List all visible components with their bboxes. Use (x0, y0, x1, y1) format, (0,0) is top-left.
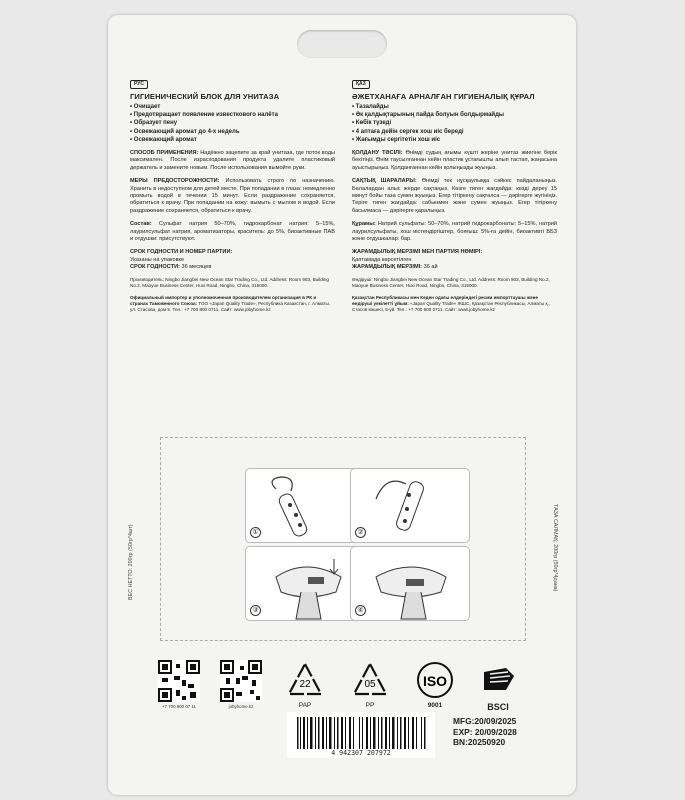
recycle-caption: PAP (298, 702, 312, 709)
instruction-step-1 (245, 468, 365, 543)
iso-caption: 9001 (427, 702, 443, 709)
manufacturer-kz: Өндіруші: Ningbo Jiangbei New Ocean Star Trading Co., Ltd. Address: Room 903, Building No.2, Maoyue Business Center, Huxi Road, Ningbo, China, 315000. (352, 276, 550, 288)
bsci-caption: BSCI (487, 702, 509, 712)
barcode-number: 4 942307 207972 (287, 749, 435, 757)
caution-text-ru: МЕРЫ ПРЕДОСТОРОЖНОСТИ: Использовать строго по назначению. Хранить в недоступном для детей месте. При попадании в глаза: немедленно промыть водой в течении 15 минут. Если раздражение сохраняется, обратиться к врачу. При попадании на кожу: вымыть с мылом и водой. Если раздражение сохраняется, обратиться к врачу. (130, 178, 335, 214)
website-caption: jobyhome.kz (228, 704, 254, 709)
benefit-item: • Предотвращает появление известкового налёта (130, 111, 335, 119)
toilet-icon (351, 547, 471, 622)
lang-badge-kz: ҚАЗ (352, 80, 370, 89)
step-number: ① (250, 527, 261, 538)
iso-icon (413, 660, 457, 704)
mfg-date: MFG:20/09/2025 (453, 716, 517, 726)
benefit-item: • Очищает (130, 103, 335, 111)
benefits-list-ru (130, 103, 335, 144)
qr-code-icon (158, 660, 200, 702)
step-number: ③ (250, 605, 261, 616)
usage-text-kz: ҚОЛДАНУ ТӘСІЛІ: Өнімді судың ағымы күшті жеріне унитаз жиегіне берік бекітіңіз. Өнім таусылғаннан кейін пластик ұстағышты алып тастап, жаңасына ауыстырыңыз. Қолданғаннан кейін қолыңызды жуыңыз. (352, 150, 557, 171)
kazakh-column (352, 80, 557, 319)
benefit-item: • 4 аптаға дейін сергек хош иіс береді (352, 128, 557, 136)
product-title-ru: ГИГИЕНИЧЕСКИЙ БЛОК ДЛЯ УНИТАЗА (130, 92, 280, 101)
recycle-code: 22 (299, 679, 311, 690)
benefit-item: • Освежающий аромат до 4-х недель (130, 128, 335, 136)
exp-date: EXP: 20/09/2028 (453, 726, 517, 737)
net-weight-kz: ТАЗА САЛМАҚ: 200гр (50гр*4дана) (552, 504, 558, 592)
caution-text-kz: САҚТЫҚ ШАРАЛАРЫ: Өнімді тек нұсқаулыққа сәйкес пайдаланыңыз. Балалардан алыс жерде сақтаңыз. Көзге тиген жағдайда: көзді дереу 15 минут бойы таза сумен жуыңыз. Егер тітіркену сақталса — дәрігерге жүгініңіз. Теріге тиген жағдайда: сабынмен және сумен жуыңыз. Егер тітіркену басылмаса — дәрігерге қаралыңыз. (352, 178, 557, 214)
importer-ru: Официальный импортер и уполномоченная производителем организация в РК и странах Таможенного Союза: ТОО «Japan Quality Trade», Республика Казахстан, г. Алматы, ул. Стасова, дом 5. Тел.: +7 700 800 0711. Сайт: www.jobyhome.kz (130, 294, 331, 312)
instruction-step-4 (350, 546, 470, 621)
instruction-step-3 (245, 546, 365, 621)
product-title-kz: ӘЖЕТХАНАҒА АРНАЛҒАН ГИГИЕНАЛЫҚ ҚҰРАЛ (352, 92, 535, 101)
usage-text-ru: СПОСОБ ПРИМЕНЕНИЯ: Надёжно зацепите за край унитаза, где поток воды максимален. После израсходования продукта удалите пластиковый держатель и замените новым. После использования вымойте руки. (130, 150, 335, 171)
benefit-item: • Образует пену (130, 119, 335, 127)
hang-hole (297, 30, 387, 58)
benefit-item: • Жағымды сергітетін хош иіс (352, 136, 557, 144)
step-number: ② (355, 527, 366, 538)
qr-code-icon (220, 660, 262, 702)
step-number: ④ (355, 605, 366, 616)
benefit-item: • Көбік түзеді (352, 119, 557, 127)
manufacturer-ru: Производитель: Ningbo Jiangbei New Ocean Star Trading Co., Ltd. Address: Room 903, Building No.2, Maoyue Business Center, Huxi Road, Ningbo, China, 315000. (130, 276, 329, 288)
composition-text-kz: Құрамы: Натрий сульфаты: 50–70%, натрий гидрокарбонаты: 5–15%, натрий лаурилсульфаты, хош иістендіргіштер, бояғыш: 5%-ға дейін, биоактивті ББЗ және отдушкалар: бар. (352, 221, 557, 243)
benefit-item: • Тазалайды (352, 103, 557, 111)
recycle-caption: PP (365, 702, 375, 709)
russian-column (130, 80, 335, 319)
batch-info (453, 716, 517, 748)
bsci-hand-icon (476, 660, 520, 704)
phone-caption: +7 700 800 07 11 (162, 704, 196, 709)
shelf-life-ru: СРОК ГОДНОСТИ И НОМЕР ПАРТИИ: Указаны на упаковке СРОК ГОДНОСТИ: 36 месяцев (130, 249, 233, 271)
toilet-icon (246, 547, 366, 622)
hook-icon (351, 469, 471, 544)
importer-kz: Қазақстан Республикасы мен Кеден одағы елдеріндегі ресми импорттаушы және өндіруші уәкілетті ұйым: «Japan Quality Trade» ЖШС, Қазақстан Республикасы, Алматы қ., Стасов көшесі, 5-үй. Тел.: +7 700 800 0711. Сайт: www.jobyhome.kz (352, 294, 551, 312)
recycle-icon (348, 660, 392, 704)
recycle-icon (283, 660, 327, 704)
recycle-code: 05 (364, 679, 376, 690)
hook-icon (246, 469, 366, 544)
composition-text-ru: Состав: Сульфат натрия 50–70%, гидрокарбонат натрия: 5–15%, лаурилсульфат натрия, ароматизаторы, краситель: до 5%, биоактивные ПАВ и отдушки: присутствуют. (130, 221, 335, 243)
benefit-item: • Әк қалдықтарының пайда болуын болдырмайды (352, 111, 557, 119)
lang-badge-ru: РУС (130, 80, 148, 89)
batch-number: BN:20250920 (453, 737, 506, 747)
instruction-step-2 (350, 468, 470, 543)
net-weight-ru: ВЕС НЕТТО: 200гр (50гр*4шт) (128, 524, 134, 600)
benefit-item: • Освежающий аромат (130, 136, 335, 144)
iso-text: ISO (422, 673, 448, 689)
benefits-list-kz (352, 103, 557, 144)
shelf-life-kz: ЖАРАМДЫЛЫҚ МЕРЗІМІ МЕН ПАРТИЯ НӨМІРІ: Қаптамада көрсетілген ЖАРАМДЫЛЫҚ МЕРЗІМІ: 36 ай (352, 249, 483, 271)
